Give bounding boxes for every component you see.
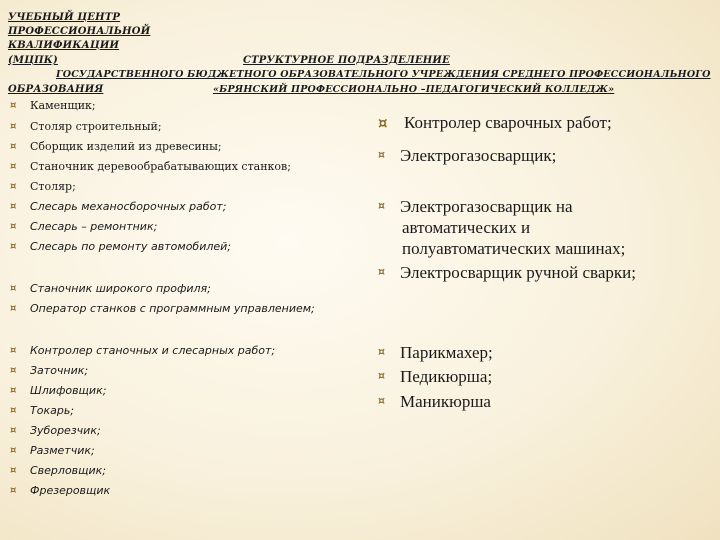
list-item (10, 384, 106, 398)
list-item-continuation: полуавтоматических машинах; (402, 239, 626, 258)
list-item (10, 464, 106, 478)
list-item (10, 200, 226, 214)
list-item-label: Маникюрша (400, 392, 491, 411)
header-line-4b: СТРУКТУРНОЕ ПОДРАЗДЕЛЕНИЕ (243, 55, 450, 66)
list-item (10, 180, 76, 194)
list-item-label: Сверловщик; (30, 464, 107, 477)
header-line-6a: ОБРАЗОВАНИЯ (8, 84, 104, 95)
list-item-label: Токарь; (30, 404, 75, 417)
list-item-label: Контролер станочных и слесарных работ; (30, 344, 276, 357)
bullet-icon: ¤ (10, 485, 17, 496)
list-item (10, 99, 96, 113)
list-item (10, 364, 88, 378)
list-item-label: Электрогазосварщик на (400, 197, 573, 216)
list-item (10, 160, 291, 174)
bullet-icon: ¤ (378, 148, 385, 161)
list-item-label: Зуборезчик; (30, 424, 101, 437)
list-item-label: Каменщик; (30, 99, 96, 112)
bullet-icon: ¤ (10, 425, 17, 436)
list-item-label: Фрезеровщик (30, 484, 111, 497)
bullet-icon: ¤ (10, 241, 17, 252)
list-item-label: Шлифовщик; (30, 384, 107, 397)
bullet-icon: ¤ (378, 394, 385, 407)
bullet-icon: ¤ (10, 221, 17, 232)
bullet-icon: ¤ (10, 465, 17, 476)
list-item-label: Педикюрша; (400, 367, 493, 386)
list-item (10, 120, 162, 134)
bullet-icon: ¤ (378, 114, 388, 132)
list-item-label: Электросварщик ручной сварки; (400, 263, 636, 282)
list-item (10, 444, 95, 458)
list-item (378, 196, 573, 217)
list-item (10, 302, 315, 316)
list-item-label: Оператор станков с программным управлением; (30, 302, 315, 315)
list-item-label: Разметчик; (30, 444, 95, 457)
bullet-icon: ¤ (10, 201, 17, 212)
list-item (10, 484, 110, 498)
list-item-label: Контролер сварочных работ; (404, 113, 612, 132)
bullet-icon: ¤ (10, 303, 17, 314)
list-item-label: Слесарь – ремонтник; (30, 220, 158, 233)
bullet-icon: ¤ (10, 283, 17, 294)
bullet-icon: ¤ (10, 345, 17, 356)
list-item-label: Заточник; (30, 364, 89, 377)
header-line-5: ГОСУДАРСТВЕННОГО БЮДЖЕТНОГО ОБРАЗОВАТЕЛЬНОГО УЧРЕЖДЕНИЯ СРЕДНЕГО ПРОФЕССИОНАЛЬНОГО (56, 69, 711, 80)
list-item (378, 262, 636, 283)
bullet-icon: ¤ (10, 100, 17, 111)
list-item (10, 344, 275, 358)
list-item (10, 220, 157, 234)
bullet-icon: ¤ (10, 445, 17, 456)
list-item-label: Станочник деревообрабатывающих станков; (30, 160, 291, 173)
header-line-6b: «БРЯНСКИЙ ПРОФЕССИОНАЛЬНО –ПЕДАГОГИЧЕСКИЙ КОЛЛЕДЖ» (213, 84, 615, 95)
bullet-icon: ¤ (378, 199, 385, 212)
list-item (378, 391, 491, 412)
bullet-icon: ¤ (10, 365, 17, 376)
header-line-3: КВАЛИФИКАЦИИ (8, 40, 120, 51)
list-item-label: Слесарь механосборочных работ; (30, 200, 227, 213)
bullet-icon: ¤ (10, 161, 17, 172)
list-item (378, 342, 493, 363)
header-line-4a: (МЦПК) (8, 55, 58, 66)
list-item (10, 404, 74, 418)
bullet-icon: ¤ (10, 405, 17, 416)
bullet-icon: ¤ (378, 265, 385, 278)
list-item-label: Слесарь по ремонту автомобилей; (30, 240, 232, 253)
bullet-icon: ¤ (10, 181, 17, 192)
bullet-icon: ¤ (10, 121, 17, 132)
list-item (10, 240, 231, 254)
list-item-label: Электрогазосварщик; (400, 146, 557, 165)
list-item-label: Сборщик изделий из древесины; (30, 140, 222, 153)
list-item-label: Столяр строительный; (30, 120, 162, 133)
header-line-1: УЧЕБНЫЙ ЦЕНТР (8, 12, 121, 23)
list-item-label: Парикмахер; (400, 343, 493, 362)
list-item (378, 112, 612, 134)
list-item (378, 366, 492, 387)
list-item-continuation: автоматических и (402, 218, 531, 237)
list-item-label: Столяр; (30, 180, 76, 193)
bullet-icon: ¤ (10, 141, 17, 152)
header-line-2: ПРОФЕССИОНАЛЬНОЙ (8, 26, 151, 37)
bullet-icon: ¤ (378, 345, 385, 358)
bullet-icon: ¤ (378, 369, 385, 382)
list-item (10, 424, 101, 438)
list-item (378, 145, 556, 166)
list-item (10, 140, 222, 154)
list-item-label: Станочник широкого профиля; (30, 282, 211, 295)
list-item (10, 282, 211, 296)
bullet-icon: ¤ (10, 385, 17, 396)
